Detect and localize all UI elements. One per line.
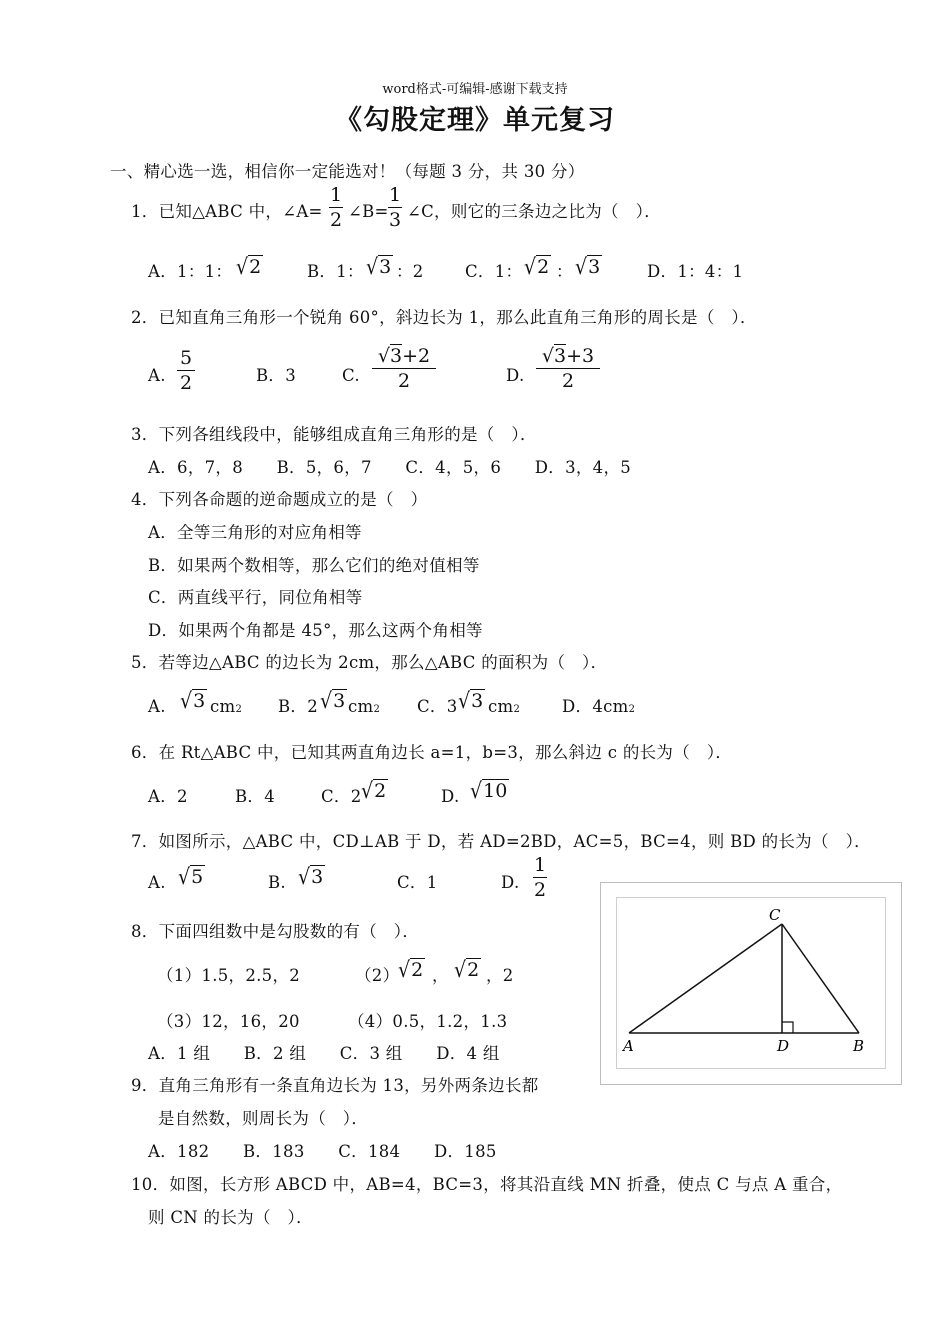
- q1-fraction-2: 1 3: [388, 184, 402, 231]
- header-watermark: word格式-可编辑-感谢下载支持: [382, 82, 568, 97]
- q2-stem: 2．已知直角三角形一个锐角 60°，斜边长为 1，那么此直角三角形的周长是（ ）．: [131, 308, 757, 327]
- right-angle-mark: [782, 1022, 793, 1033]
- q1-fraction-1: 1 2: [329, 184, 343, 231]
- q8-set-2-sep: ，: [432, 966, 449, 985]
- q1-option-c-sep: ：: [556, 262, 573, 281]
- q5-option-c-unit: cm2: [488, 697, 521, 716]
- q9-stem-line-2: 是自然数，则周长为（ ）．: [158, 1109, 369, 1128]
- page-title: 《勾股定理》单元复习: [335, 105, 615, 136]
- q4-option-c: C．两直线平行，同位角相等: [148, 588, 363, 607]
- side-bc: [782, 924, 859, 1033]
- q1-option-c: C．1：: [465, 262, 523, 281]
- q6-stem: 6．在 Rt△ABC 中，已知其两直角边长 a=1，b=3，那么斜边 c 的长为（ ）．: [131, 743, 733, 762]
- q8-set-1: （1）1.5，2.5，2: [157, 966, 301, 985]
- q9-options: A．182 B．183 C．184 D．185: [148, 1142, 497, 1161]
- q2-option-a: A.: [148, 366, 166, 385]
- q7-option-d-fraction: 1 2: [533, 854, 547, 901]
- q6-option-d: D.: [441, 787, 460, 806]
- q6-option-d-radical: √10: [470, 778, 508, 804]
- q3-options: A．6，7，8 B．5，6，7 C．4，5，6 D．3，4，5: [148, 458, 632, 477]
- q5-option-c: C．3: [417, 697, 458, 716]
- q7-option-c: C．1: [397, 873, 438, 892]
- q2-option-d-fraction: √3+3 2: [536, 345, 600, 392]
- triangle-figure-frame: [616, 897, 886, 1069]
- q5-option-a: A.: [148, 697, 166, 716]
- q8-set-2-radical-1: √2: [398, 957, 424, 983]
- q8-options: A．1 组 B．2 组 C．3 组 D．4 组: [148, 1044, 500, 1063]
- q1-option-b-tail: ：2: [396, 262, 424, 281]
- label-c: C: [769, 906, 781, 924]
- q7-option-a-radical: √5: [178, 864, 204, 890]
- q3-stem: 3．下列各组线段中，能够组成直角三角形的是（ ）．: [131, 425, 537, 444]
- q1-option-b-radical: √3: [366, 254, 392, 280]
- label-b: B: [853, 1037, 865, 1055]
- q7-option-b: B.: [268, 873, 286, 892]
- q5-stem: 5．若等边△ABC 的边长为 2cm，那么△ABC 的面积为（ ）．: [131, 653, 608, 672]
- q6-option-a: A．2: [148, 787, 188, 806]
- q1-option-a-radical: √2: [236, 254, 262, 280]
- q4-option-b: B．如果两个数相等，那么它们的绝对值相等: [148, 556, 480, 575]
- q4-option-a: A．全等三角形的对应角相等: [148, 523, 362, 542]
- q1-stem-part3: ∠C，则它的三条边之比为（ ）．: [407, 202, 661, 221]
- q7-option-d: D.: [501, 873, 520, 892]
- q6-option-c: C．2: [321, 787, 362, 806]
- label-d: D: [777, 1037, 790, 1055]
- q5-option-b-radical: √3: [320, 688, 346, 714]
- q9-stem-line-1: 9．直角三角形有一条直角边长为 13，另外两条边长都: [131, 1076, 539, 1095]
- q7-option-b-radical: √3: [298, 864, 324, 890]
- q2-option-d: D.: [506, 366, 525, 385]
- q10-stem-line-1: 10．如图，长方形 ABCD 中，AB=4，BC=3，将其沿直线 MN 折叠，使点 C 与点 A 重合，: [131, 1175, 843, 1194]
- q6-option-b: B．4: [235, 787, 276, 806]
- q7-option-a: A.: [148, 873, 166, 892]
- q5-option-d: D．4cm2: [562, 697, 636, 716]
- q8-set-2-label: （2）: [355, 966, 400, 985]
- q1-option-a: A．1：1：: [148, 262, 233, 281]
- q5-option-a-unit: cm2: [210, 697, 243, 716]
- q2-option-a-fraction: 5 2: [177, 347, 195, 394]
- q8-set-2-tail: ，2: [486, 966, 514, 985]
- q7-stem: 7．如图所示，△ABC 中，CD⊥AB 于 D，若 AD=2BD，AC=5，BC=4，则 BD 的长为（ ）．: [131, 832, 871, 851]
- q1-option-c-radical-2: √3: [575, 254, 601, 280]
- q5-option-b-unit: cm2: [348, 697, 381, 716]
- q1-option-b: B．1：: [307, 262, 364, 281]
- q5-option-a-radical: √3: [180, 688, 206, 714]
- q4-stem: 4．下列各命题的逆命题成立的是（ ）: [131, 490, 428, 509]
- q8-set-2-radical-2: √2: [454, 957, 480, 983]
- q8-set-3: （3）12，16，20: [157, 1012, 300, 1031]
- q1-stem-part1: 1．已知△ABC 中，∠A=: [131, 202, 323, 221]
- q5-option-b: B．2: [278, 697, 319, 716]
- q10-stem-line-2: 则 CN 的长为（ ）．: [148, 1208, 313, 1227]
- section-title: 一、精心选一选，相信你一定能选对！（每题 3 分，共 30 分）: [110, 162, 585, 181]
- q2-option-c-fraction: √3+2 2: [372, 345, 436, 392]
- q2-option-c: C.: [342, 366, 360, 385]
- q1-option-d: D．1：4：1: [647, 262, 744, 281]
- q4-option-d: D．如果两个角都是 45°，那么这两个角相等: [148, 621, 483, 640]
- q5-option-c-radical: √3: [458, 688, 484, 714]
- side-ac: [629, 924, 782, 1033]
- q8-stem: 8．下面四组数中是勾股数的有（ ）．: [131, 922, 420, 941]
- q8-set-4: （4）0.5，1.2，1.3: [348, 1012, 508, 1031]
- q1-option-c-radical-1: √2: [524, 254, 550, 280]
- q2-option-b: B．3: [256, 366, 297, 385]
- label-a: A: [623, 1037, 634, 1055]
- q6-option-c-radical: √2: [361, 778, 387, 804]
- triangle-diagram: [617, 898, 885, 1068]
- triangle-figure: [600, 882, 902, 1085]
- q1-stem-part2: ∠B=: [348, 202, 389, 221]
